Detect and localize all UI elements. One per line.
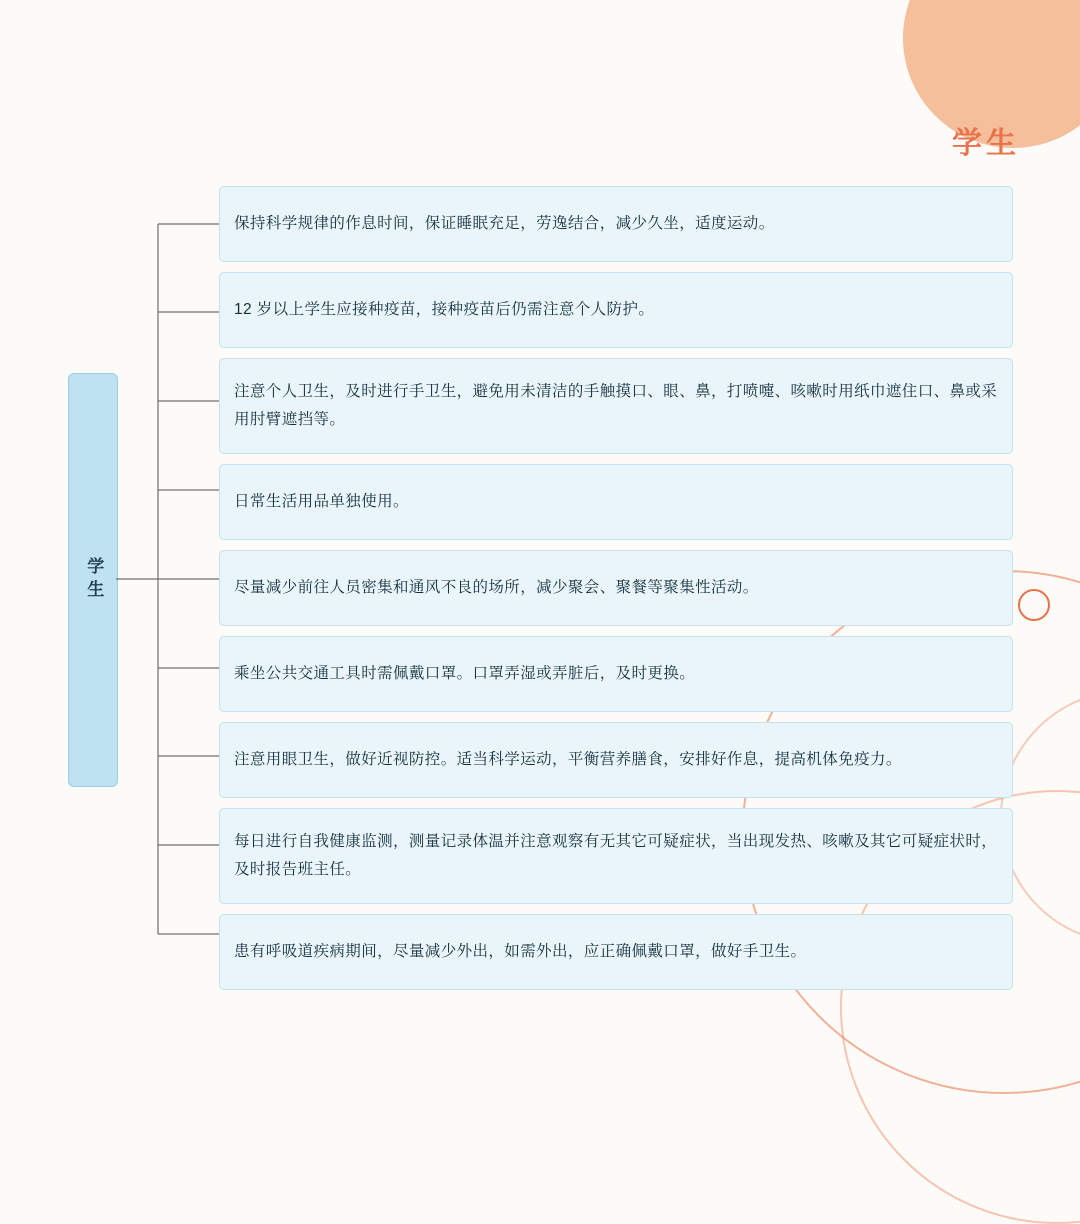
branch-node-text: 注意个人卫生，及时进行手卫生，避免用未清洁的手触摸口、眼、鼻，打喷嚏、咳嗽时用纸巾遮住口、鼻或采用肘臂遮挡等。 bbox=[234, 383, 998, 428]
root-node[interactable] bbox=[68, 373, 118, 787]
decorative-dot bbox=[1018, 589, 1050, 621]
branch-node[interactable] bbox=[219, 914, 1013, 990]
branch-node[interactable] bbox=[219, 550, 1013, 626]
branch-node[interactable] bbox=[219, 808, 1013, 904]
branch-node-text: 乘坐公共交通工具时需佩戴口罩。口罩弄湿或弄脏后，及时更换。 bbox=[234, 665, 696, 683]
branch-node-list bbox=[219, 186, 1013, 1000]
root-node-label: 学生 bbox=[84, 557, 104, 603]
branch-node-text: 日常生活用品单独使用。 bbox=[234, 493, 409, 511]
branch-node-text: 保持科学规律的作息时间，保证睡眠充足，劳逸结合，减少久坐，适度运动。 bbox=[234, 215, 775, 233]
branch-node[interactable] bbox=[219, 186, 1013, 262]
branch-node[interactable] bbox=[219, 722, 1013, 798]
branch-node-text: 注意用眼卫生，做好近视防控。适当科学运动，平衡营养膳食，安排好作息，提高机体免疫力。 bbox=[234, 751, 902, 769]
branch-node[interactable] bbox=[219, 464, 1013, 540]
branch-node[interactable] bbox=[219, 358, 1013, 454]
branch-node[interactable] bbox=[219, 272, 1013, 348]
branch-node-text: 12 岁以上学生应接种疫苗，接种疫苗后仍需注意个人防护。 bbox=[234, 301, 655, 319]
page-title: 学生 bbox=[952, 127, 1020, 160]
branch-node[interactable] bbox=[219, 636, 1013, 712]
branch-node-text: 每日进行自我健康监测，测量记录体温并注意观察有无其它可疑症状，当出现发热、咳嗽及其它可疑症状时，及时报告班主任。 bbox=[234, 833, 998, 878]
branch-node-text: 尽量减少前往人员密集和通风不良的场所，减少聚会、聚餐等聚集性活动。 bbox=[234, 579, 759, 597]
branch-node-text: 患有呼吸道疾病期间，尽量减少外出，如需外出，应正确佩戴口罩，做好手卫生。 bbox=[234, 943, 807, 961]
